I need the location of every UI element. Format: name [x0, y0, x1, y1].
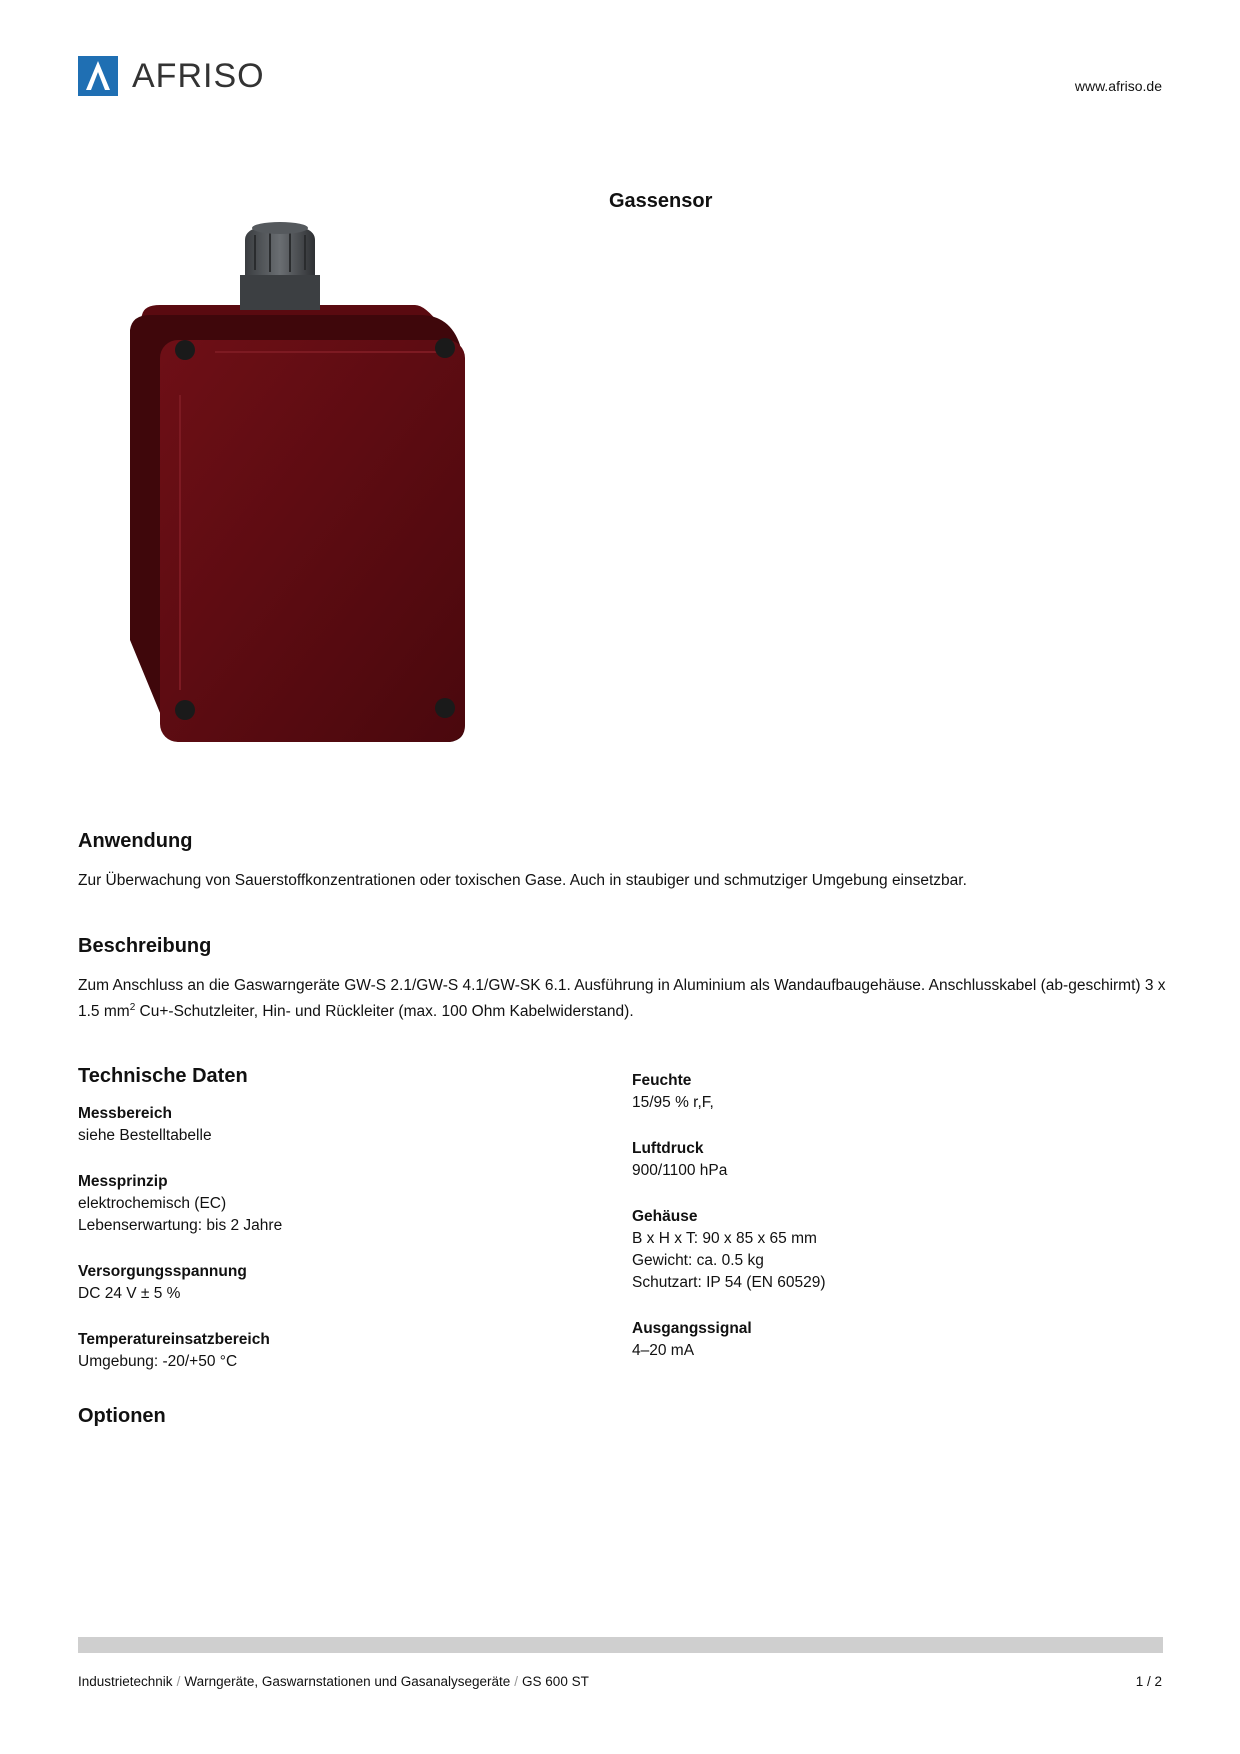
breadcrumb-item-product[interactable]: GS 600 ST	[522, 1674, 589, 1689]
description-text-part1: Zum Anschluss an die Gaswarngeräte GW-S 2.1/GW-S 4.1/GW-SK 6.1. Ausführung in Aluminium als Wandaufbaugehäuse. Anschlusskabel (ab-geschirmt) 3 x 1.5 mm	[78, 977, 1166, 1021]
page-number: 1 / 2	[1135, 1674, 1162, 1689]
footer-divider-bar	[78, 1637, 1163, 1653]
spec-supply-voltage	[78, 1261, 558, 1305]
spec-label: Messprinzip	[78, 1173, 168, 1190]
product-title: Gassensor	[609, 190, 713, 212]
application-text: Zur Überwachung von Sauerstoffkonzentrationen oder toxischen Gase. Auch in staubiger und schmutziger Umgebung einsetzbar.	[78, 872, 967, 889]
spec-label: Versorgungsspannung	[78, 1263, 247, 1280]
spec-label: Feuchte	[632, 1072, 692, 1089]
breadcrumb-separator: /	[176, 1674, 181, 1689]
spec-humidity	[632, 1070, 1112, 1114]
description-text-part2: Cu+-Schutzleiter, Hin- und Rückleiter (max. 100 Ohm Kabelwiderstand).	[135, 1003, 634, 1021]
spec-housing	[632, 1206, 1112, 1294]
description-heading: Beschreibung	[78, 935, 212, 957]
spec-label: Ausgangssignal	[632, 1320, 752, 1337]
breadcrumb-item-industrietechnik[interactable]: Industrietechnik	[78, 1674, 173, 1689]
spec-value: DC 24 V ± 5 %	[78, 1285, 181, 1302]
spec-value: Schutzart: IP 54 (EN 60529)	[632, 1274, 826, 1291]
spec-label: Messbereich	[78, 1105, 172, 1122]
spec-label: Gehäuse	[632, 1208, 698, 1225]
brand-name: AFRISO	[132, 57, 265, 95]
technical-data-heading: Technische Daten	[78, 1065, 248, 1087]
spec-value: B x H x T: 90 x 85 x 65 mm	[632, 1230, 817, 1247]
technical-data-right-column	[632, 1070, 1112, 1386]
spec-value: 15/95 % r,F,	[632, 1094, 714, 1111]
technical-data-left-column	[78, 1103, 558, 1397]
description-text	[78, 975, 1168, 1023]
website-link[interactable]: www.afriso.de	[1074, 78, 1162, 94]
spec-label: Luftdruck	[632, 1140, 704, 1157]
spec-value: Lebenserwartung: bis 2 Jahre	[78, 1217, 283, 1234]
spec-air-pressure	[632, 1138, 1112, 1182]
description-superscript: 2	[129, 1002, 136, 1013]
spec-value: Umgebung: -20/+50 °C	[78, 1353, 238, 1370]
spec-value: siehe Bestelltabelle	[78, 1127, 212, 1144]
options-heading: Optionen	[78, 1405, 166, 1427]
breadcrumb-item-warngeraete[interactable]: Warngeräte, Gaswarnstationen und Gasanalysegeräte	[184, 1674, 511, 1689]
spec-measuring-principle	[78, 1171, 558, 1237]
afriso-logo-icon	[78, 56, 118, 96]
product-image	[120, 220, 540, 770]
spec-measuring-range	[78, 1103, 558, 1147]
afriso-logo	[78, 56, 265, 96]
breadcrumb-separator: /	[514, 1674, 519, 1689]
spec-output-signal	[632, 1318, 1112, 1362]
application-heading: Anwendung	[78, 830, 193, 852]
spec-value: 4–20 mA	[632, 1342, 695, 1359]
spec-value: elektrochemisch (EC)	[78, 1195, 227, 1212]
spec-value: Gewicht: ca. 0.5 kg	[632, 1252, 764, 1269]
breadcrumb	[78, 1674, 589, 1689]
spec-value: 900/1100 hPa	[632, 1162, 728, 1179]
spec-temperature-range	[78, 1329, 558, 1373]
spec-label: Temperatureinsatzbereich	[78, 1331, 270, 1348]
